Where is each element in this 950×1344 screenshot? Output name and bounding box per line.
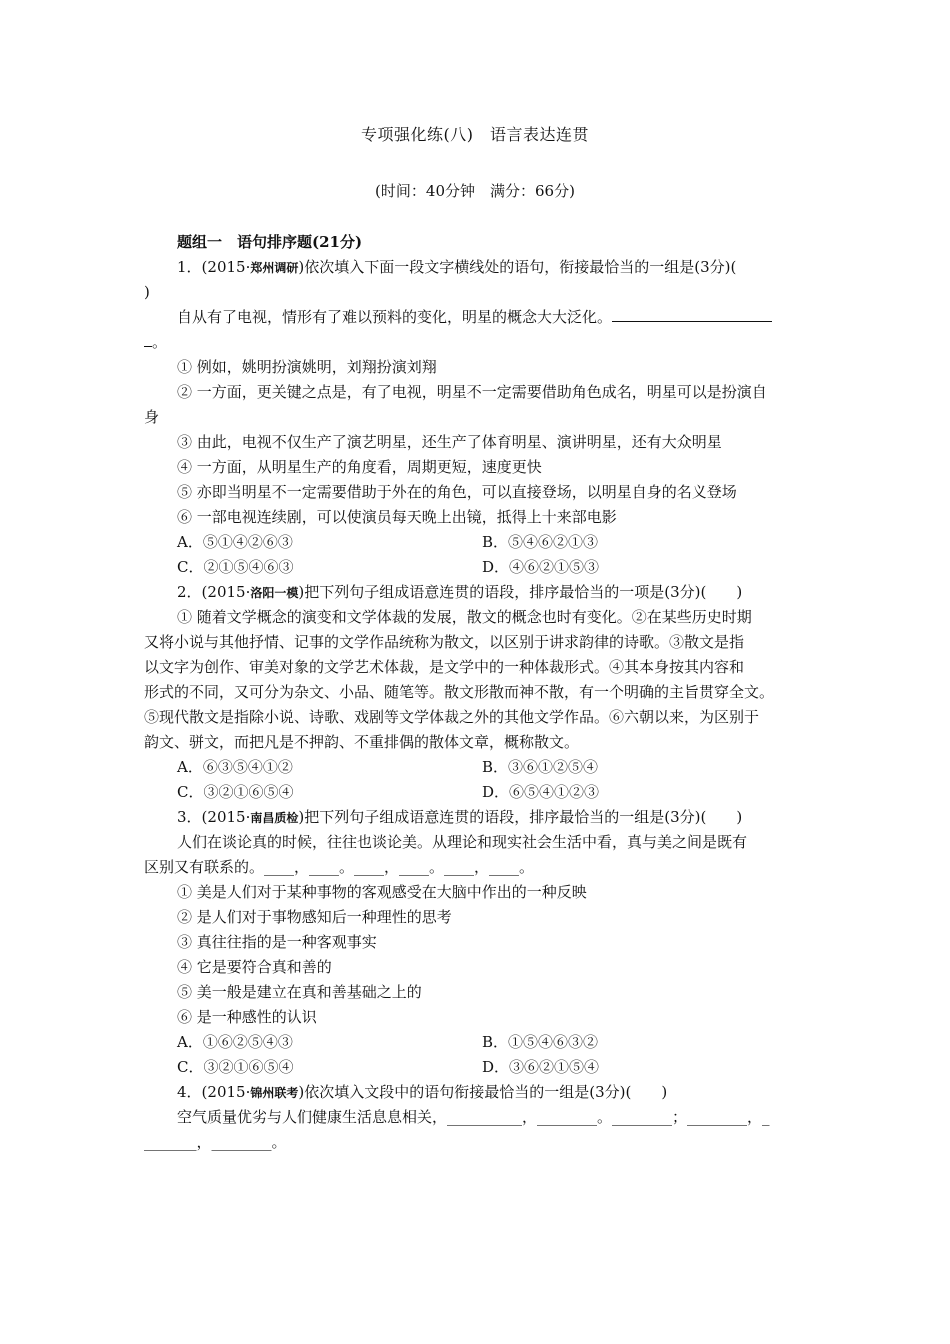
question-1-options-row [144,530,808,555]
option-d[interactable]: D．⑥⑤④①②③ [482,783,600,801]
option-d[interactable]: D．④⑥②①⑤③ [482,558,600,576]
question-4-passage-cont: _______，________。 [144,1133,287,1151]
question-2-passage-line: ⑤现代散文是指除小说、诗歌、戏剧等文学体裁之外的其他文学作品。⑥六朝以来，为区别于 [144,708,760,726]
question-2-passage-line: 形式的不同，又可分为杂文、小品、随笔等。散文形散而神不散，有一个明确的主旨贯穿全文。 [144,683,775,701]
question-1-stem: 1．(2015·郑州调研)依次填入下面一段文字横线处的语句，衔接最恰当的一组是(3分)( [177,258,737,276]
question-4-passage: 空气质量优劣与人们健康生活息息相关，__________，________。________；________，_ [177,1108,770,1126]
question-2-options-row [144,780,808,805]
question-2-passage-line: 以文字为创作、审美对象的文学艺术体裁，是文学中的一种体裁形式。④其本身按其内容和 [144,658,745,676]
question-3-item: ③ 真往往指的是一种客观事实 [177,933,377,951]
question-3-options-row [144,1030,808,1055]
question-2-passage-line: ① 随着文学概念的演变和文学体裁的发展，散文的概念也时有变化。②在某些历史时期 [177,608,752,626]
question-1-item: ① 例如，姚明扮演姚明，刘翔扮演刘翔 [177,358,437,376]
option-d[interactable]: D．③⑥②①⑤④ [482,1058,600,1076]
question-1-source: 郑州调研 [250,261,299,275]
question-2-passage-line: 又将小说与其他抒情、记事的文学作品统称为散文，以区别于讲求韵律的诗歌。③散文是指 [144,633,745,651]
question-3-item: ④ 它是要符合真和善的 [177,958,332,976]
question-2-passage-line: 韵文、骈文，而把凡是不押韵、不重排偶的散体文章，概称散文。 [144,733,580,751]
option-c[interactable]: C．②①⑤④⑥③ [177,558,294,576]
question-3-item: ① 美是人们对于某种事物的客观感受在大脑中作出的一种反映 [177,883,587,901]
option-a[interactable]: A．⑥③⑤④①② [177,758,293,776]
option-b[interactable]: B．①⑤④⑥③② [482,1033,599,1051]
question-1-passage-cont: 。 [144,330,808,355]
option-c[interactable]: C．③②①⑥⑤④ [177,783,294,801]
question-2-stem: 2．(2015·洛阳一模)把下列句子组成语意连贯的语段，排序最恰当的一项是(3分)( ) [177,583,743,601]
question-1-item: ④ 一方面，从明星生产的角度看，周期更短，速度更快 [177,458,542,476]
question-3-passage-cont: 区别又有联系的。____，____。____，____。____，____。 [144,858,535,876]
question-1-item: ⑥ 一部电视连续剧，可以使演员每天晚上出镜，抵得上十来部电影 [177,508,617,526]
question-3-source: 南昌质检 [250,811,299,825]
option-a[interactable]: A．①⑥②⑤④③ [177,1033,293,1051]
question-1-stem-cont: ) [144,283,150,301]
question-3-item: ⑤ 美一般是建立在真和善基础之上的 [177,983,422,1001]
question-4-stem: 4．(2015·锦州联考)依次填入文段中的语句衔接最恰当的一组是(3分)( ) [177,1083,668,1101]
question-4-source: 锦州联考 [250,1086,299,1100]
option-c[interactable]: C．③②①⑥⑤④ [177,1058,294,1076]
question-1-item: ③ 由此，电视不仅生产了演艺明星，还生产了体育明星、演讲明星，还有大众明星 [177,433,722,451]
question-3-stem: 3．(2015·南昌质检)把下列句子组成语意连贯的语段，排序最恰当的一组是(3分)( ) [177,808,743,826]
question-2-source: 洛阳一模 [250,586,299,600]
document-subtitle: (时间：40分钟 满分：66分) [375,182,575,200]
option-a[interactable]: A．⑤①④②⑥③ [177,533,293,551]
document-body [144,230,808,1155]
question-1-item-cont: 身 [144,408,160,426]
document-title: 专项强化练(八) 语言表达连贯 [361,125,589,144]
question-3-passage: 人们在谈论真的时候，往往也谈论美。从理论和现实社会生活中看，真与美之间是既有 [177,833,748,851]
question-1-item: ② 一方面，更关键之点是，有了电视，明星不一定需要借助角色成名，明星可以是扮演自 [177,383,767,401]
answer-blank [612,305,772,322]
answer-blank [144,330,152,347]
section-heading: 题组一 语句排序题(21分) [177,233,363,251]
question-2-options-row [144,755,808,780]
question-1-options-row [144,555,808,580]
question-3-item: ⑥ 是一种感性的认识 [177,1008,317,1026]
option-b[interactable]: B．③⑥①②⑤④ [482,758,599,776]
question-1-passage: 自从有了电视，情形有了难以预料的变化，明星的概念大大泛化。 [144,305,808,330]
option-b[interactable]: B．⑤④⑥②①③ [482,533,599,551]
question-3-options-row [144,1055,808,1080]
question-1-item: ⑤ 亦即当明星不一定需要借助于外在的角色，可以直接登场，以明星自身的名义登场 [177,483,737,501]
question-3-item: ② 是人们对于事物感知后一种理性的思考 [177,908,452,926]
